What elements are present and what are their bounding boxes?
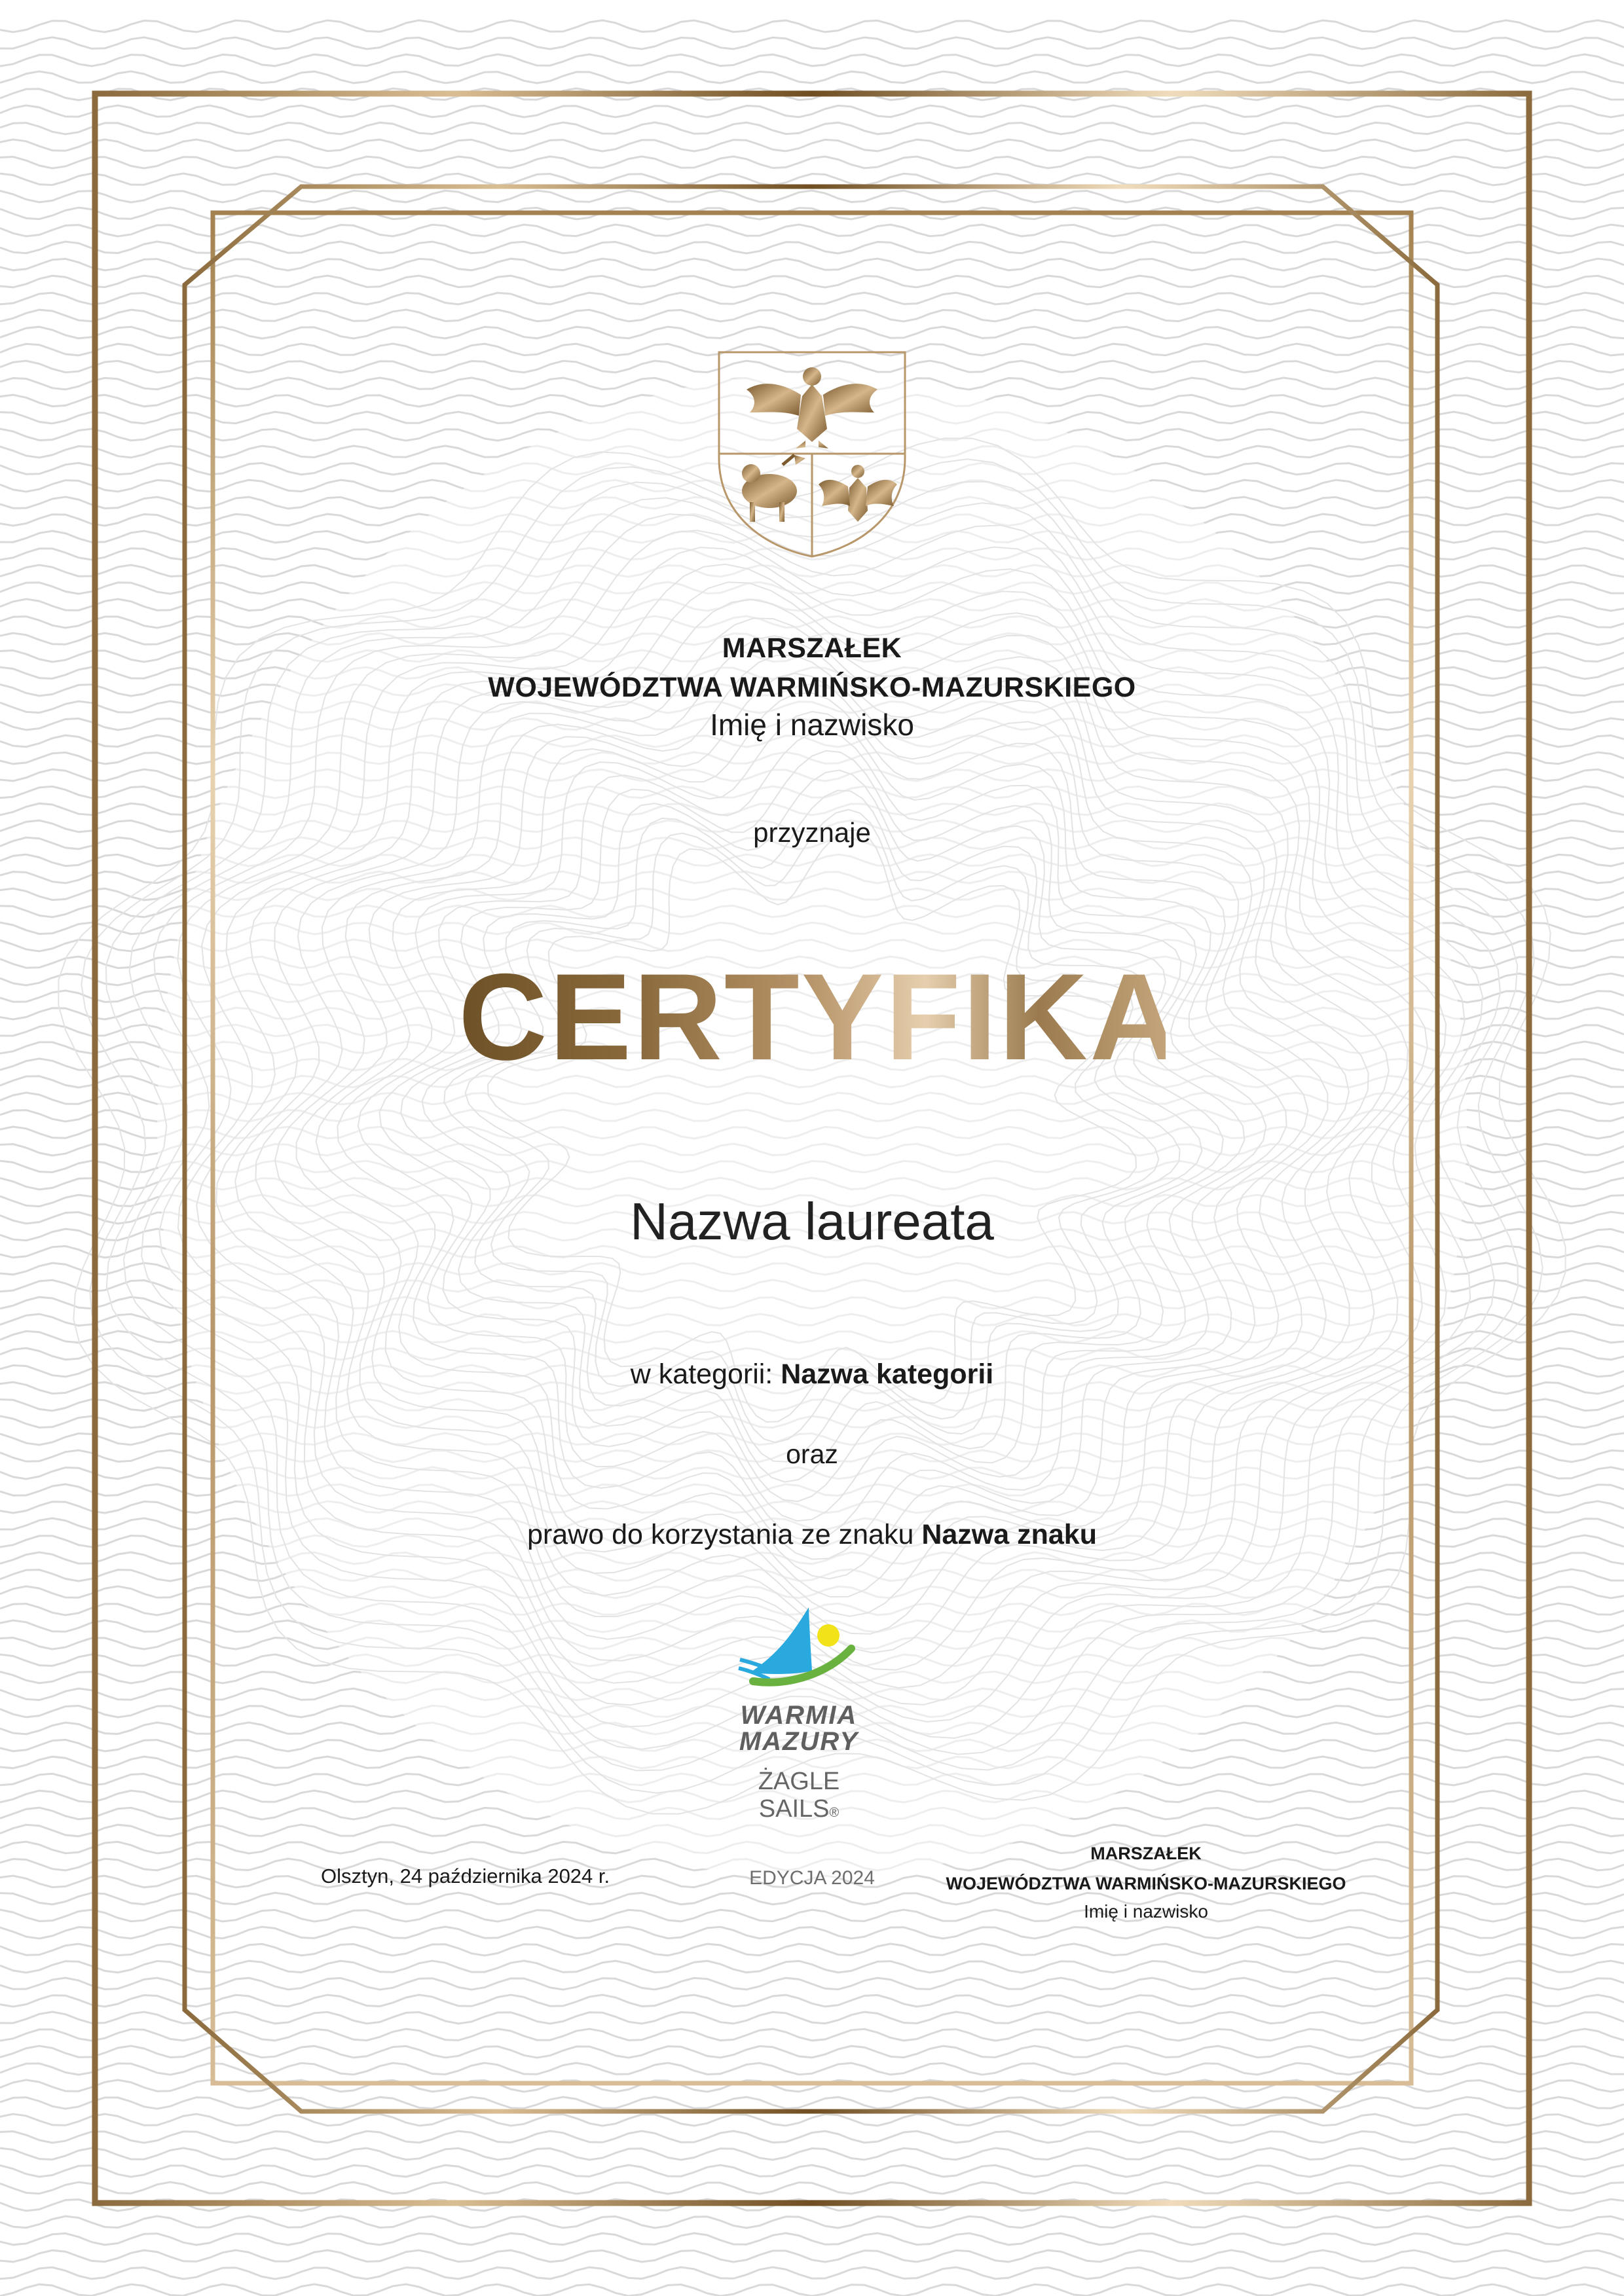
logo-line1: WARMIA: [740, 1701, 858, 1730]
logo-registered: ®: [829, 1806, 840, 1820]
laureate-name: Nazwa laureata: [630, 1192, 994, 1250]
signatory-title-line2: WOJEWÓDZTWA WARMIŃSKO-MAZURSKIEGO: [946, 1874, 1346, 1893]
logo-sun: [817, 1624, 840, 1647]
logo-line3: ŻAGLE: [758, 1768, 840, 1795]
coat-of-arms-emblem: [717, 350, 907, 560]
logo-line4-row: [727, 1795, 871, 1827]
issuer-title-line1: MARSZAŁEK: [722, 632, 902, 664]
right-to-mark-line: [0, 1519, 1624, 1551]
signatory-block: [930, 1838, 1362, 1922]
edition-label: EDYCJA 2024: [749, 1867, 875, 1889]
logo-wordmark: [727, 1702, 871, 1755]
grants-text: przyznaje: [753, 817, 871, 848]
issuer-title-line2: WOJEWÓDZTWA WARMIŃSKO-MAZURSKIEGO: [488, 672, 1136, 703]
signatory-title-line1: MARSZAŁEK: [1090, 1844, 1202, 1863]
right-to-mark-prefix: prawo do korzystania ze znaku: [527, 1519, 914, 1550]
issuer-name: Imię i nazwisko: [710, 708, 914, 742]
logo-subtitle: [727, 1768, 871, 1827]
right-to-mark-value: Nazwa znaku: [921, 1519, 1097, 1550]
place-and-date: Olsztyn, 24 października 2024 r.: [321, 1865, 610, 1887]
logo-line2: MAZURY: [739, 1727, 859, 1756]
conjunction-text: oraz: [786, 1439, 838, 1469]
category-prefix: w kategorii:: [630, 1358, 773, 1390]
category-line: [0, 1358, 1624, 1391]
logo-line4: SAILS: [758, 1795, 830, 1823]
certificate-title: CERTYFIKAT: [458, 946, 1166, 1087]
signatory-name: Imię i nazwisko: [1084, 1901, 1208, 1922]
issuer-title: [0, 629, 1624, 707]
category-value: Nazwa kategorii: [781, 1358, 994, 1390]
